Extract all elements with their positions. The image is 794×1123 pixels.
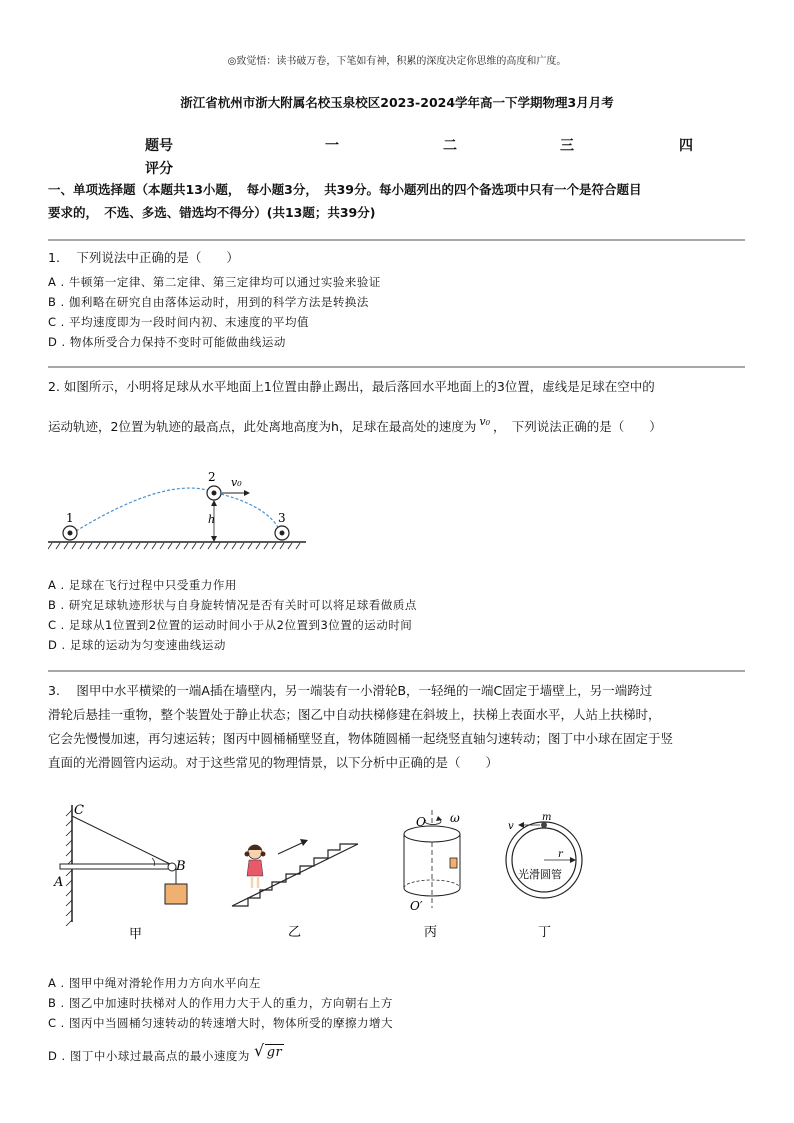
q3-stem-line1: 3. 图甲中水平横梁的一端A插在墙壁内，另一端装有一小滑轮B，一轻绳的一端C固定于墙壁上，另一端跨过 [48, 683, 653, 698]
divider [48, 239, 745, 241]
label-3: 3 [278, 511, 286, 525]
q3-option-a[interactable]: A . 图甲中绳对滑轮作用力方向水平向左 [48, 976, 261, 990]
score-col-3: 三 [560, 138, 574, 154]
score-row-label-2: 评分 [145, 161, 173, 177]
label-r: r [558, 849, 563, 860]
label-v0: v₀ [231, 476, 242, 489]
section-heading-line2: 要求的， 不选、多选、错选均不得分）(共13题；共39分) [48, 205, 376, 220]
q3-option-d-formula: gr [266, 1045, 283, 1060]
label-1: 1 [66, 511, 74, 525]
sqrt-symbol: √ [253, 1041, 265, 1060]
q3-option-c[interactable]: C . 图丙中当圆桶匀速转动的转速增大时，物体所受的摩擦力增大 [48, 1016, 393, 1030]
q1-stem: 1. 下列说法中正确的是（ ） [48, 250, 239, 265]
score-col-1: 一 [325, 138, 339, 154]
q2-stem-line1: 2. 如图所示，小明将足球从水平地面上1位置由静止踢出，最后落回水平地面上的3位置，虚线是足球在空中的 [48, 379, 655, 394]
ball-position-1 [63, 526, 77, 540]
q3-stem-line2: 滑轮后悬挂一重物，整个装置处于静止状态；图乙中自动扶梯修建在斜坡上，扶梯上表面水平，人站上扶梯时， [48, 707, 661, 722]
q3-option-d-text: D . 图丁中小球过最高点的最小速度为 [48, 1049, 250, 1063]
caption-ding: 丁 [538, 925, 552, 940]
label-2: 2 [208, 470, 216, 484]
page-title: 浙江省杭州市浙大附属名校玉泉校区2023-2024学年高一下学期物理3月月考 [180, 95, 614, 110]
figure-ding [500, 808, 590, 945]
label-omega: ω [450, 811, 460, 825]
girl-figure [245, 845, 266, 888]
score-row-label: 题号 [145, 138, 173, 154]
label-A: A [54, 875, 64, 890]
label-h: h [208, 513, 216, 526]
q1-option-c[interactable]: C . 平均速度即为一段时间内初、末速度的平均值 [48, 315, 309, 329]
sqrt-formula [254, 1041, 284, 1060]
q1-option-a[interactable]: A . 牛顿第一定律、第二定律、第三定律均可以通过实验来验证 [48, 275, 381, 289]
q2-figure [48, 465, 308, 555]
q2-option-c[interactable]: C . 足球从1位置到2位置的运动时间小于从2位置到3位置的运动时间 [48, 618, 413, 632]
divider [48, 366, 745, 368]
caption-jia: 甲 [129, 927, 143, 942]
label-C: C [74, 803, 84, 818]
ball-position-2 [207, 486, 221, 500]
ball-position-3 [275, 526, 289, 540]
label-O-prime: O′ [410, 899, 423, 913]
divider [48, 670, 745, 672]
label-B: B [176, 859, 186, 874]
q3-stem-line4: 直面的光滑圆管内运动。对于这些常见的物理情景，以下分析中正确的是（ ） [48, 755, 499, 770]
score-col-4: 四 [679, 138, 693, 154]
label-O: O [416, 815, 426, 829]
q3-stem-line3: 它会先慢慢加速，再匀速运转；图丙中圆桶桶壁竖直，物体随圆桶一起绕竖直轴匀速转动；图丁中小球在固定于竖 [48, 731, 674, 746]
label-m: m [542, 812, 552, 823]
q1-option-b[interactable]: B . 伽利略在研究自由落体运动时，用到的科学方法是转换法 [48, 295, 369, 309]
label-tube: 光滑圆管 [518, 868, 562, 881]
figure-yi [228, 830, 363, 945]
caption-yi: 乙 [288, 925, 302, 940]
figure-jia [52, 800, 202, 945]
q3-option-b[interactable]: B . 图乙中加速时扶梯对人的作用力大于人的重力，方向朝右上方 [48, 996, 393, 1010]
q2-stem-part1: 运动轨迹，2位置为轨迹的最高点，此处离地高度为h，足球在最高处的速度为 [48, 419, 477, 434]
motto: ◎致觉悟：读书破万卷，下笔如有神，积累的深度决定你思维的高度和广度。 [227, 56, 567, 67]
q3-option-d[interactable] [48, 1041, 748, 1064]
q2-option-d[interactable]: D . 足球的运动为匀变速曲线运动 [48, 638, 226, 652]
q2-stem-part2: ， 下列说法正确的是（ ） [493, 419, 662, 434]
q2-option-b[interactable]: B . 研究足球轨迹形状与自身旋转情况是否有关时可以将足球看做质点 [48, 598, 417, 612]
q2-v0-symbol: v₀ [479, 415, 491, 428]
score-col-2: 二 [443, 138, 457, 154]
figure-bing [392, 808, 472, 945]
q1-option-d[interactable]: D . 物体所受合力保持不变时可能做曲线运动 [48, 335, 286, 349]
caption-bing: 丙 [424, 925, 438, 940]
q2-stem-line2 [48, 417, 748, 438]
label-v: v [508, 821, 514, 832]
section-heading-line1: 一、单项选择题（本题共13小题， 每小题3分， 共39分。每小题列出的四个备选项中只有一个是符合题目 [48, 182, 642, 197]
q2-option-a[interactable]: A . 足球在飞行过程中只受重力作用 [48, 578, 237, 592]
